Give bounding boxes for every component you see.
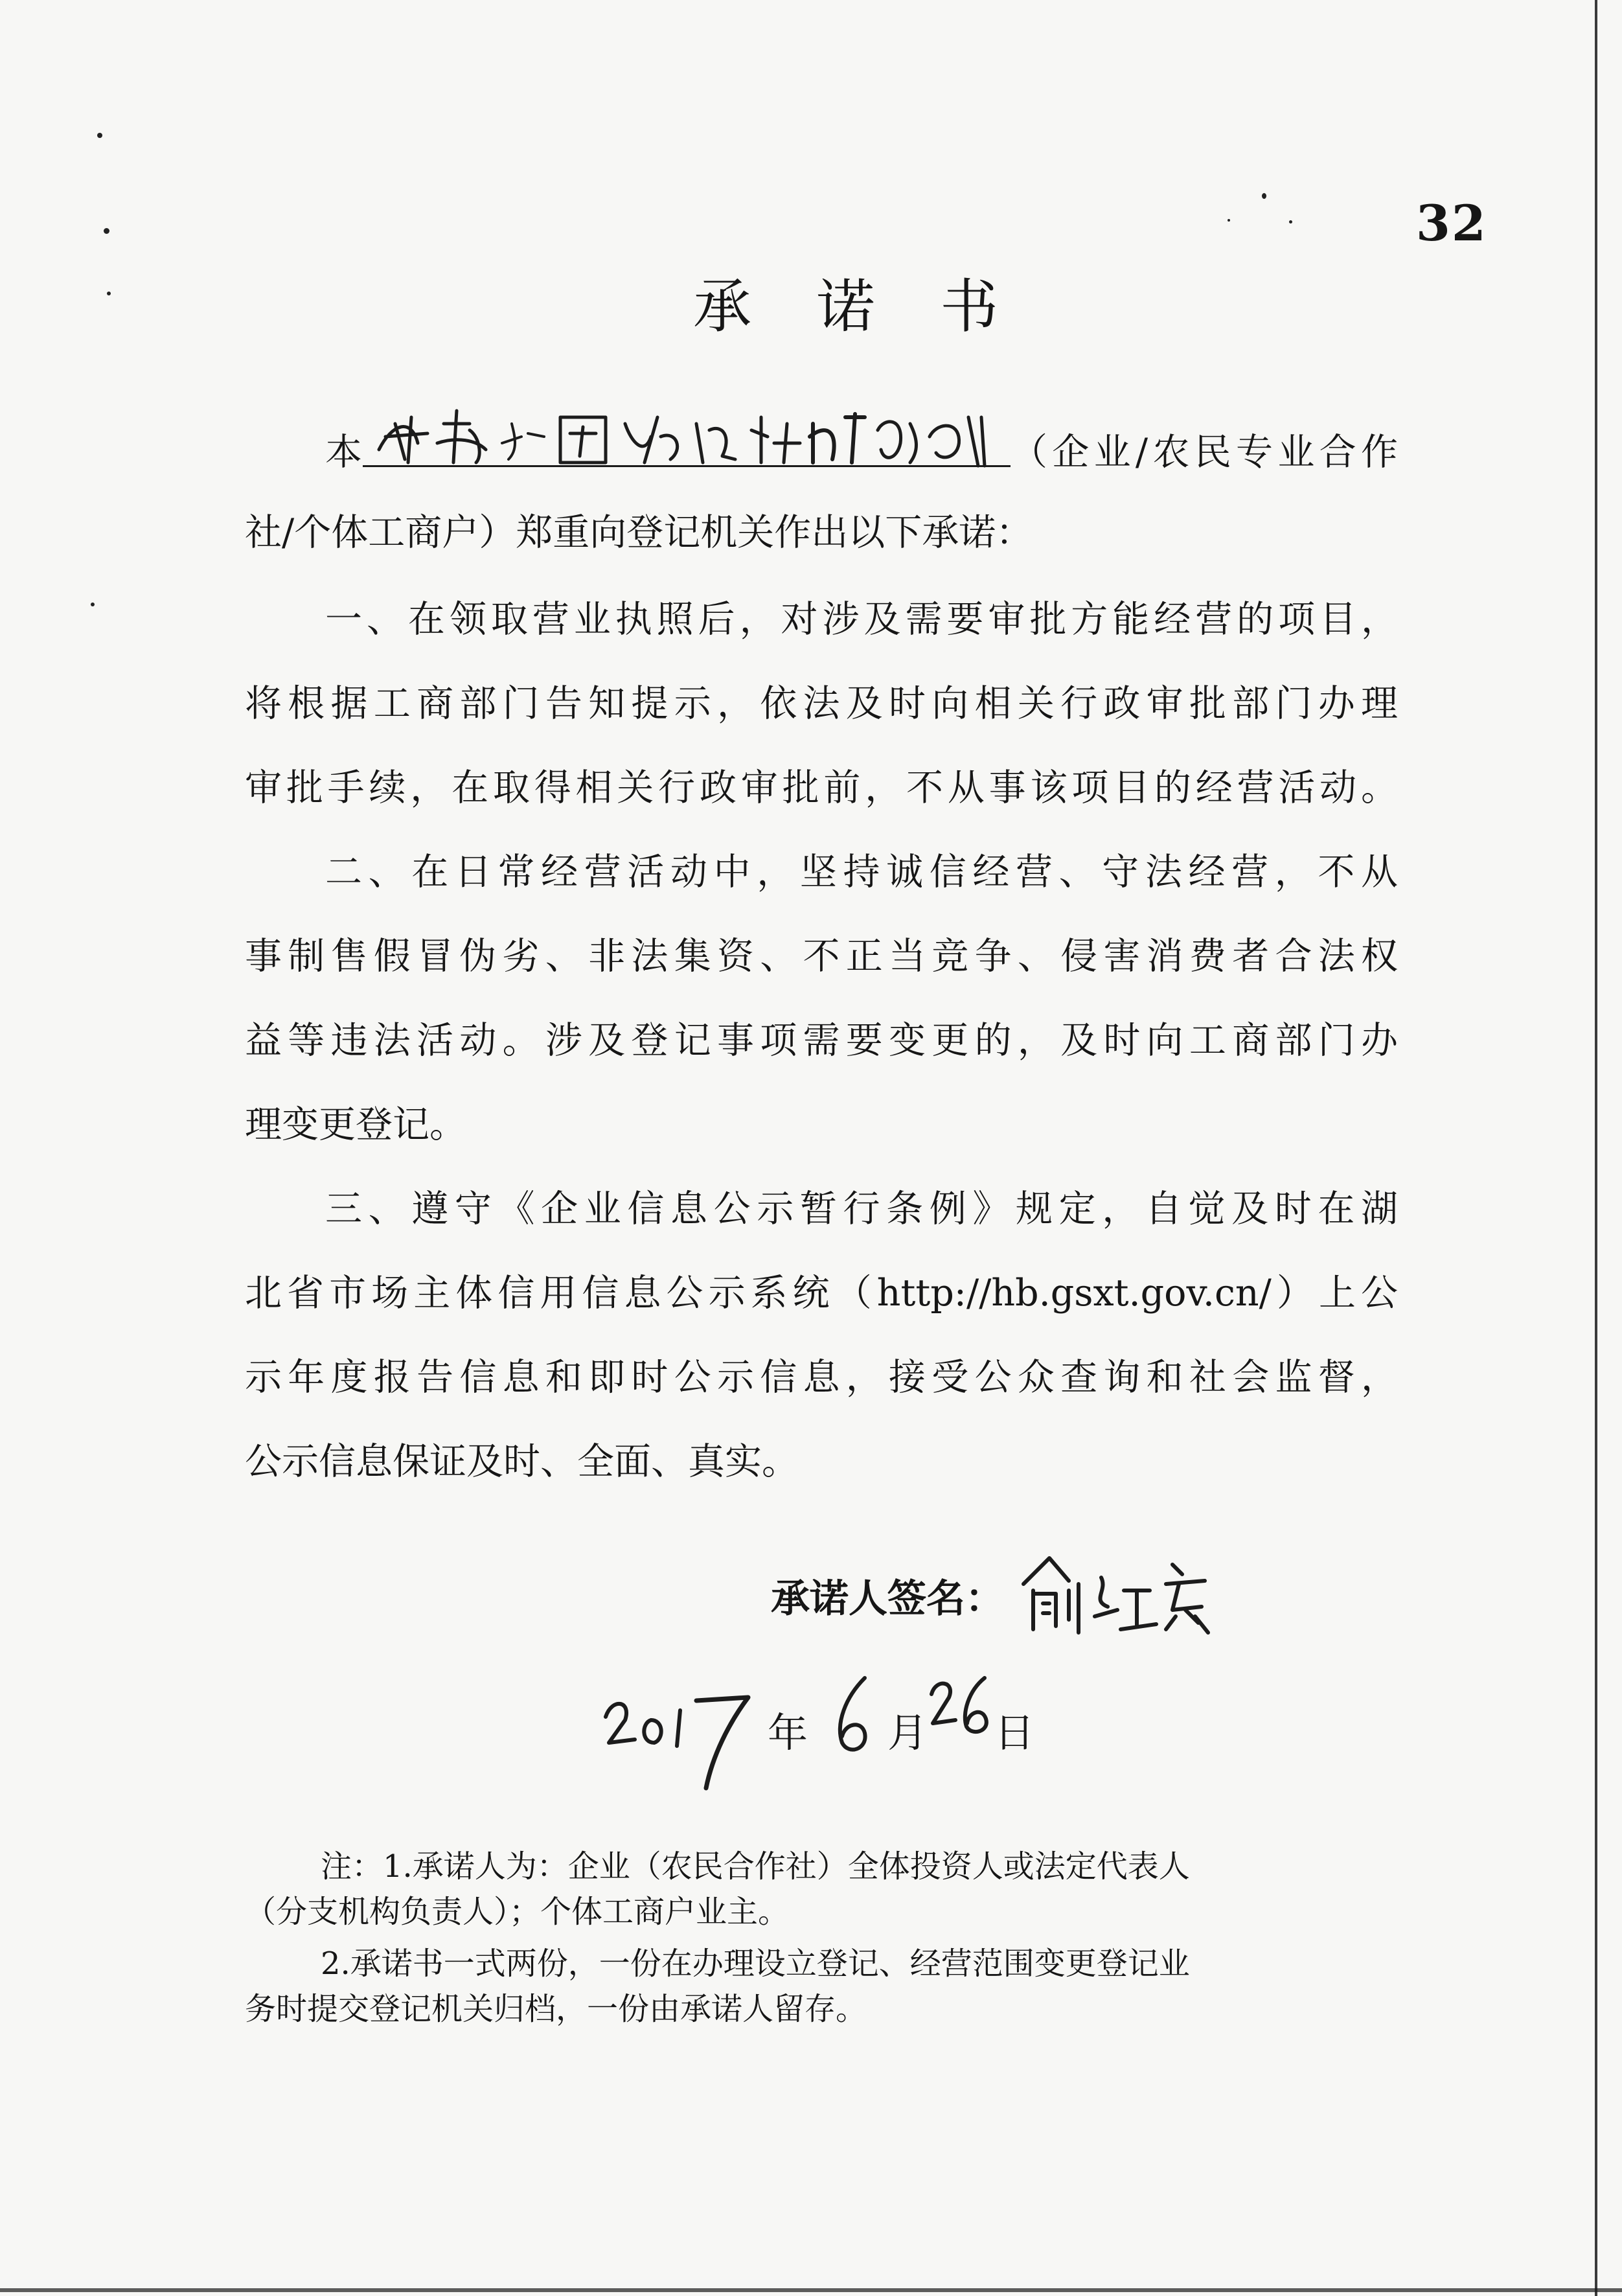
note-line-3: 2.承诺书一式两份，一份在办理设立登记、经营范围变更登记业	[321, 1946, 1190, 1982]
clause-1-line-2: 将根据工商部门告知提示，依法及时向相关行政审批部门办理	[245, 682, 1398, 725]
intro-suffix: （企业/农民专业合作	[1011, 431, 1398, 474]
note-line-4: 务时提交登记机关归档，一份由承诺人留存。	[245, 1991, 867, 2027]
signature-label: 承诺人签名：	[771, 1576, 1004, 1622]
clause-3-line-1: 三、遵守《企业信息公示暂行条例》规定，自觉及时在湖	[325, 1188, 1398, 1230]
clause-3-line-3: 示年度报告信息和即时公示信息，接受公众查询和社会监督，	[245, 1356, 1398, 1399]
note-line-2: （分支机构负责人）；个体工商户业主。	[245, 1894, 790, 1930]
scan-speck	[1228, 219, 1230, 222]
scan-speck	[91, 603, 95, 606]
company-name-handwriting	[372, 398, 994, 469]
clause-1-line-3: 审批手续，在取得相关行政审批前，不从事该项目的经营活动。	[245, 766, 1398, 809]
note-line-1: 注：1.承诺人为：企业（农民合作社）全体投资人或法定代表人	[321, 1848, 1190, 1885]
date-year-handwriting	[599, 1684, 761, 1795]
clause-1-line-1: 一、在领取营业执照后，对涉及需要审批方能经营的项目，	[325, 598, 1398, 641]
date-day-label: 日	[994, 1709, 1035, 1756]
scan-edge-bottom	[0, 2288, 1622, 2292]
document-title: 承 诺 书	[693, 273, 1022, 341]
scan-speck	[1262, 193, 1266, 199]
clause-2-line-3: 益等违法活动。涉及登记事项需要变更的，及时向工商部门办	[245, 1019, 1398, 1062]
clause-3-line-2: 北省市场主体信用信息公示系统（http://hb.gsxt.gov.cn/）上公	[245, 1272, 1399, 1314]
company-name-underline	[363, 465, 1011, 467]
intro-line-2: 社/个体工商户）郑重向登记机关作出以下承诺：	[245, 511, 1033, 554]
scan-speck	[107, 292, 111, 295]
scan-speck	[97, 133, 102, 138]
scan-speck	[104, 228, 109, 234]
clause-2-line-2: 事制售假冒伪劣、非法集资、不正当竞争、侵害消费者合法权	[245, 935, 1398, 978]
intro-prefix: 本	[325, 431, 362, 474]
date-month-handwriting	[826, 1671, 884, 1762]
date-year-label: 年	[768, 1709, 808, 1756]
clause-3-line-4: 公示信息保证及时、全面、真实。	[245, 1440, 799, 1483]
scan-speck	[1289, 220, 1292, 224]
date-day-handwriting	[926, 1668, 998, 1746]
clause-2-line-4: 理变更登记。	[245, 1103, 466, 1146]
clause-2-line-1: 二、在日常经营活动中，坚持诚信经营、守法经营，不从	[325, 851, 1398, 893]
scan-edge-right	[1595, 0, 1597, 2296]
signature-handwriting	[1011, 1545, 1218, 1642]
date-month-label: 月	[887, 1709, 928, 1756]
page-number: 32	[1416, 194, 1487, 252]
